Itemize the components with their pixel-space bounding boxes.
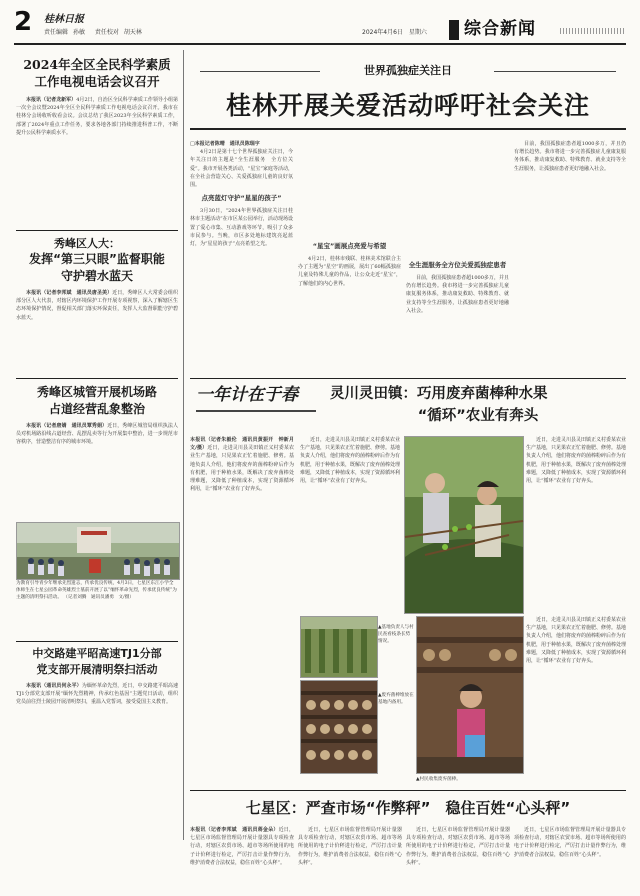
bottom-top-rule bbox=[190, 790, 626, 791]
xiuyun1-headline-3: 守护碧水蓝天 bbox=[60, 269, 133, 283]
feature-col-1 bbox=[190, 436, 300, 844]
top-col-4 bbox=[514, 140, 626, 372]
masthead-rule bbox=[14, 43, 626, 45]
top-body-intro: 4月2日是第十七个世界孤独症关注日，今年关注日的主题是“全生涯服务 全方位关爱”。我市开展各类活动，“星宝”家庭等活动，在全社会营造关心、关爱孤独症儿童的良好氛围。 bbox=[190, 149, 293, 189]
xiuyun1-headline-2: 发挥“第三只眼”监督职能 bbox=[29, 252, 165, 266]
bottom-byline: 本报讯（记者李邦斌 通讯员蒋金朵） bbox=[190, 827, 279, 833]
bottom-body-col4: 近日，七星区市场监督管理局开展计量器具专项检查行动，对辖区农贸市场、超市等场所使用的电子计价秤进行检定，严厉打击计量作弊行为，维护消费者合法权益，稳住百姓“心头秤”。 bbox=[514, 827, 626, 858]
science-story bbox=[16, 56, 178, 231]
zhongjiao-body-text: 为缅怀革命先烈，近日，中交路建平昭高速TJ1分部党支部开展“缅怀先烈精神，传承红色基因”主题党日活动，组织党员前往烈士陵园开展清明祭扫，重温入党誓词，接受爱国主义教育。 bbox=[16, 683, 178, 706]
science-headline-1: 2024年全区全民科学素质 bbox=[23, 57, 171, 72]
divider-caption bbox=[16, 641, 178, 642]
orchard-photo bbox=[404, 436, 524, 614]
xiuyun1-body-text: 近日，秀峰区人大常委会组织部分区人大代表，对辖区内环境保护工作开展专项视察，深入了解辖区生态环境保护情况，督促相关部门落实环保责任，发挥人大监督职能守护碧水蓝天。 bbox=[16, 290, 178, 321]
feature-headline-2: “循环”农业有奔头 bbox=[417, 408, 539, 424]
section-tab bbox=[449, 20, 459, 40]
top-col-2 bbox=[298, 140, 401, 372]
top-body-3: 目前，我国孤独症患者超1000多万，并且仍有增长趋势。我市将进一步完善孤独症儿童康复服务体系，推动康复救助、特殊教育、就业支持等全生涯服务，让孤独症患者更好地融入社会。 bbox=[406, 275, 509, 314]
top-headline-underline bbox=[190, 128, 626, 130]
caption-2: ▲废弃菌棒堆放在基地内备用。 bbox=[378, 693, 414, 706]
top-subhead-1: 点亮蓝灯守护“星星的孩子” bbox=[201, 194, 282, 203]
bottom-headline: 七星区：严查市场“作弊秤” 稳住百姓“心头秤” bbox=[245, 799, 571, 817]
orchard-photo-art bbox=[405, 437, 523, 613]
zhongjiao-headline-1: 中交路建平昭高速TJ1分部 bbox=[32, 647, 162, 660]
xiuyun1-body bbox=[16, 289, 178, 365]
feature-column-swoosh bbox=[196, 410, 316, 412]
section-title: 综合新闻 bbox=[464, 19, 536, 39]
xiuyun2-body bbox=[16, 422, 178, 514]
bottom-col-2 bbox=[298, 826, 402, 890]
mushroom-sticks-art bbox=[301, 681, 377, 773]
zhongjiao-story bbox=[16, 646, 178, 878]
science-body bbox=[16, 96, 178, 231]
weekday-text: 星期六 bbox=[408, 29, 427, 36]
science-body-text: 4月2日，自治区全民科学素质工作领导小组第一次全会议暨2024年全区全民科学素质工作电视电话会议召开。我市在桂林分会场收听收看会议。会议总结了我区2023年全民科学素质工作，部署了2024年重点工作任务，要求各地各部门持续推进科普工作，不断提升公民科学素质水平。 bbox=[16, 97, 178, 136]
xiuyun2-body-text: 近日，秀峰区城管局组织执法人员对机场路沿线占道经营、乱摆乱卖等行为开展集中整治，进一步规范市容秩序，营造整洁有序的城市环境。 bbox=[16, 423, 178, 446]
top-col-1 bbox=[190, 140, 293, 372]
caption-1: ▲基地负责人与村民查看枝条长势情况。 bbox=[378, 625, 414, 645]
kicker-rule-left bbox=[200, 71, 320, 72]
xiuyun2-headline-1: 秀峰区城管开展机场路 bbox=[36, 385, 157, 399]
memorial-caption-text: 为教育引导青少年继承先烈遗志，传承优良传统，4月3日，七星区东江小学全体师生在七星公园革命英雄烈士墓前开展了以“缅怀革命先烈，传承优良传统”为主题的清明祭扫活动。 bbox=[16, 581, 177, 601]
editor-label: 责任编辑 bbox=[44, 29, 69, 36]
top-headline: 桂林开展关爱活动呼吁社会关注 bbox=[225, 91, 590, 120]
feature-top-rule bbox=[190, 378, 626, 379]
feature-body-col2: 近日，走进灵川县灵田镇正义村委某农业生产基地，只见果农正忙着施肥、修剪。基地负责人介绍，他们将废弃的菌棒粉碎后作为有机肥，用于种植水果，既解决了废弃菌棒处理难题，又降低了种植成本，实现了资源循环利用，让“循环”农业有了好奔头。 bbox=[300, 437, 401, 485]
xiuyun1-headline-1: 秀峰区人大： bbox=[54, 237, 120, 250]
seedling-photo bbox=[300, 616, 378, 678]
feature-col-3 bbox=[526, 436, 626, 612]
bottom-body-col3: 近日，七星区市场监督管理局开展计量器具专项检查行动，对辖区农贸市场、超市等场所使用的电子计价秤进行检定，严厉打击计量作弊行为，维护消费者合法权益，稳住百姓“心头秤”。 bbox=[406, 827, 510, 866]
proof-label: 责任校对 bbox=[94, 29, 119, 36]
top-byline: □本报记者陈晴 通讯员陈瑞宇 bbox=[190, 141, 260, 147]
feature-col-2 bbox=[300, 436, 400, 612]
proof-name: 胡天林 bbox=[123, 29, 142, 36]
top-col-3 bbox=[406, 140, 509, 372]
memorial-caption bbox=[16, 580, 178, 638]
date-text: 2024年4月6日 bbox=[362, 29, 403, 36]
feature-column-title: 一年计在于春 bbox=[196, 385, 298, 405]
science-byline: 本报讯（记者龙新军） bbox=[26, 97, 77, 103]
feature-headline-1: 灵川灵田镇：巧用废弃菌棒种水果 bbox=[330, 386, 548, 402]
xiuyun-story-1 bbox=[16, 236, 178, 365]
paper-name: 桂林日报 bbox=[44, 14, 84, 25]
top-body-continued: 目前，我国孤独症患者超1000多万，并且仍有增长趋势。我市将进一步完善孤独症儿童康复服务体系，推动康复救助、特殊教育、就业支持等全生涯服务，让孤独症患者更好地融入社会。 bbox=[514, 141, 626, 172]
zhongjiao-headline-2: 党支部开展清明祭扫活动 bbox=[36, 663, 158, 676]
feature-body-col4: 近日，走进灵川县灵田镇正义村委某农业生产基地，只见果农正忙着施肥、修剪。基地负责人介绍，他们将废弃的菌棒粉碎后作为有机肥，用于种植水果，既解决了废弃菌棒处理难题，又降低了种植成本，实现了资源循环利用，让“循环”农业有了好奔头。 bbox=[526, 617, 627, 665]
top-body-1: 3月30日，“2024年世界孤独症关注日桂林市主题活动”在市区某公园举行，活动现场设置了爱心市集、互动游戏等环节，吸引了众多市民参与。当晚，市区多处地标建筑亮起蓝灯，为“星星的孩子”点亮希望之光。 bbox=[190, 208, 293, 248]
xiuyun-story-2 bbox=[16, 384, 178, 514]
bottom-col-3 bbox=[406, 826, 510, 890]
bottom-col-4 bbox=[514, 826, 626, 890]
zhongjiao-body bbox=[16, 682, 178, 878]
xiuyun2-byline: 本报讯（记者唐婧 通讯员覃秀娟） bbox=[26, 423, 108, 429]
memorial-photo-art bbox=[17, 523, 179, 579]
top-kicker: 世界孤独症关注日 bbox=[364, 64, 452, 77]
top-body-2: 4月2日，桂林市残联、桂林美术馆联合主办了主题为“星空”的画展，展出了60幅孤独症儿童及特殊儿童的作品，让公众走近“星宝”，了解他们的内心世界。 bbox=[298, 256, 401, 287]
top-subhead-2: “星宝”画展点亮爱与希望 bbox=[312, 242, 387, 250]
top-subhead-3: 全生涯服务全方位关爱孤独症患者 bbox=[408, 261, 507, 269]
villager-photo-art bbox=[417, 617, 523, 773]
page-number: 2 bbox=[14, 7, 33, 37]
kicker-rule-right bbox=[494, 71, 616, 72]
memorial-caption-credit: （记者刘腾 通讯员潘勇 文/摄） bbox=[63, 595, 134, 601]
zhongjiao-byline: 本报讯（通讯员何永平） bbox=[26, 683, 82, 689]
bottom-body-col2: 近日，七星区市场监督管理局开展计量器具专项检查行动，对辖区农贸市场、超市等场所使用的电子计价秤进行检定，严厉打击计量作弊行为，维护消费者合法权益，稳住百姓“心头秤”。 bbox=[298, 827, 402, 866]
divider-science bbox=[16, 230, 178, 231]
masthead-stripe bbox=[560, 28, 626, 34]
caption-3: ▲村民收集废弃菌棒。 bbox=[416, 777, 461, 782]
xiuyun2-headline-2: 占道经营乱象整治 bbox=[48, 402, 145, 416]
editor-name: 孙敏 bbox=[72, 29, 85, 36]
seedling-photo-art bbox=[301, 617, 377, 677]
villager-photo bbox=[416, 616, 524, 774]
feature-byline: 本报讯（记者朱毅伦 通讯员黄振开 钟新月 文/摄） bbox=[190, 437, 300, 452]
memorial-photo bbox=[16, 522, 180, 580]
feature-body-col3: 近日，走进灵川县灵田镇正义村委某农业生产基地，只见果农正忙着施肥、修剪。基地负责人介绍，他们将废弃的菌棒粉碎后作为有机肥，用于种植水果，既解决了废弃菌棒处理难题，又降低了种植成本，实现了资源循环利用，让“循环”农业有了好奔头。 bbox=[526, 437, 627, 485]
science-headline-2: 工作电视电话会议召开 bbox=[34, 74, 160, 89]
masthead bbox=[0, 0, 640, 44]
bottom-body: 近日，七星区市场监督管理局开展计量器具专项检查行动，对辖区农贸市场、超市等场所使用的电子计价秤进行检定，严厉打击计量作弊行为，维护消费者合法权益，稳住百姓“心头秤”。 bbox=[190, 827, 294, 866]
xiuyun1-byline: 本报讯（记者李邦斌 通讯员唐圣美） bbox=[26, 290, 113, 296]
bottom-col-1 bbox=[190, 826, 294, 890]
divider-xiuyun1 bbox=[16, 378, 178, 379]
feature-body: 近日，走进灵川县灵田镇正义村委某农业生产基地，只见果农正忙着施肥、修剪。基地负责人介绍，他们将废弃的菌棒粉碎后作为有机肥，用于种植水果，既解决了废弃菌棒处理难题，又降低了种植成本，实现了资源循环利用，让“循环”农业有了好奔头。 bbox=[190, 445, 294, 493]
feature-col-4 bbox=[526, 616, 626, 764]
editor-line bbox=[44, 27, 142, 36]
issue-date bbox=[362, 27, 427, 36]
left-column-divider bbox=[183, 50, 184, 840]
mushroom-sticks-photo bbox=[300, 680, 378, 774]
